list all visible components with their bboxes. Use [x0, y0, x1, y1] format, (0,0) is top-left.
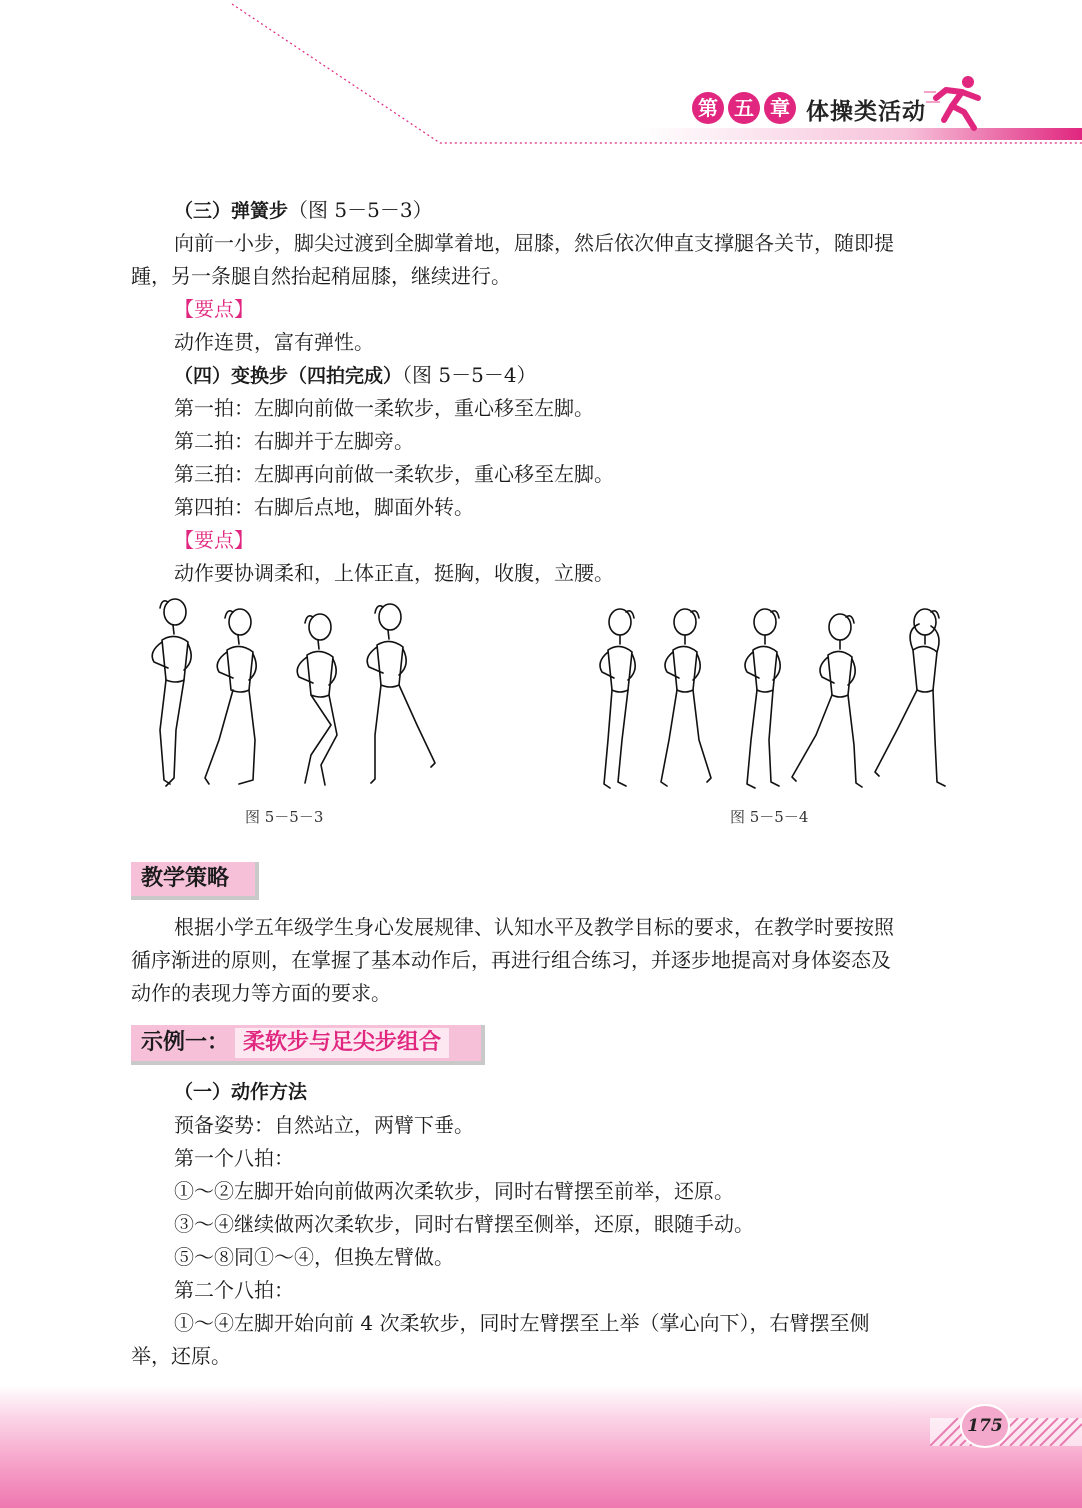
- strategy-line-3: 动作的表现力等方面的要求。: [131, 981, 391, 1005]
- teaching-strategy-heading: 教学策略: [131, 862, 259, 900]
- figure-5-5-3: [130, 590, 450, 800]
- example-subtitle: （一）动作方法: [174, 1081, 308, 1103]
- footer-band: [0, 1385, 1082, 1508]
- example-line-3: ①～②左脚开始向前做两次柔软步，同时右臂摆至前举，还原。: [174, 1179, 734, 1203]
- page-number: 175: [960, 1404, 1010, 1448]
- figure-5-5-3-caption: 图 5－5－3: [245, 808, 324, 826]
- section-3-key-points-label: 【要点】: [174, 297, 254, 321]
- example-line-4: ③～④继续做两次柔软步，同时右臂摆至侧举，还原，眼随手动。: [174, 1212, 754, 1236]
- example-line-2: 第一个八拍：: [174, 1146, 294, 1170]
- beat-3: 第三拍：左脚再向前做一柔软步，重心移至左脚。: [174, 462, 614, 486]
- example-line-1: 预备姿势：自然站立，两臂下垂。: [174, 1113, 474, 1137]
- chapter-badge-2: 五: [728, 92, 760, 124]
- example-title: 柔软步与足尖步组合: [235, 1028, 449, 1058]
- section-3-desc-line2: 踵，另一条腿自然抬起稍屈膝，继续进行。: [131, 264, 511, 288]
- section-4-key-points: 动作要协调柔和，上体正直，挺胸，收腹，立腰。: [174, 561, 614, 585]
- dancer-figure: [745, 609, 780, 788]
- beat-2: 第二拍：右脚并于左脚旁。: [174, 429, 414, 453]
- section-3-desc-line1: 向前一小步，脚尖过渡到全脚掌着地，屈膝，然后依次伸直支撑腿各关节，随即提: [174, 231, 894, 255]
- chapter-badge-1: 第: [692, 92, 724, 124]
- example-line-7: ①～④左脚开始向前 4 次柔软步，同时左臂摆至上举（掌心向下），右臂摆至侧: [174, 1311, 870, 1335]
- example-line-8: 举，还原。: [131, 1344, 231, 1368]
- chapter-badge-3: 章: [764, 92, 796, 124]
- runner-icon: [922, 72, 990, 134]
- example-line-5: ⑤～⑧同①～④，但换左臂做。: [174, 1245, 454, 1269]
- dancer-figure: [297, 614, 337, 785]
- strategy-line-2: 循序渐进的原则，在掌握了基本动作后，再进行组合练习，并逐步地提高对身体姿态及: [131, 948, 891, 972]
- chapter-title: 体操类活动: [806, 99, 926, 125]
- dancer-figure: [661, 609, 711, 786]
- dancer-figure: [875, 609, 945, 786]
- section-4-key-points-label: 【要点】: [174, 528, 254, 552]
- dancer-figure: [367, 604, 435, 783]
- dancer-figure: [600, 609, 635, 788]
- beat-1: 第一拍：左脚向前做一柔软步，重心移至左脚。: [174, 396, 594, 420]
- example-heading: [131, 1025, 485, 1065]
- dancer-figure: [152, 599, 191, 786]
- figure-5-5-4: [585, 590, 970, 800]
- beat-4: 第四拍：右脚后点地，脚面外转。: [174, 495, 474, 519]
- figure-5-5-4-caption: 图 5－5－4: [730, 808, 809, 826]
- example-line-6: 第二个八拍：: [174, 1278, 294, 1302]
- dancer-figure: [205, 609, 256, 784]
- dancer-figure: [792, 614, 862, 787]
- section-4-heading: （四）变换步（四拍完成）（图 5－5－4）: [174, 363, 537, 387]
- example-label: 示例一：: [141, 1030, 230, 1055]
- section-3-heading: （三）弹簧步（图 5－5－3）: [174, 198, 433, 222]
- header-decoration: [0, 0, 1082, 160]
- section-3-key-points: 动作连贯，富有弹性。: [174, 330, 374, 354]
- strategy-line-1: 根据小学五年级学生身心发展规律、认知水平及教学目标的要求，在教学时要按照: [174, 915, 894, 939]
